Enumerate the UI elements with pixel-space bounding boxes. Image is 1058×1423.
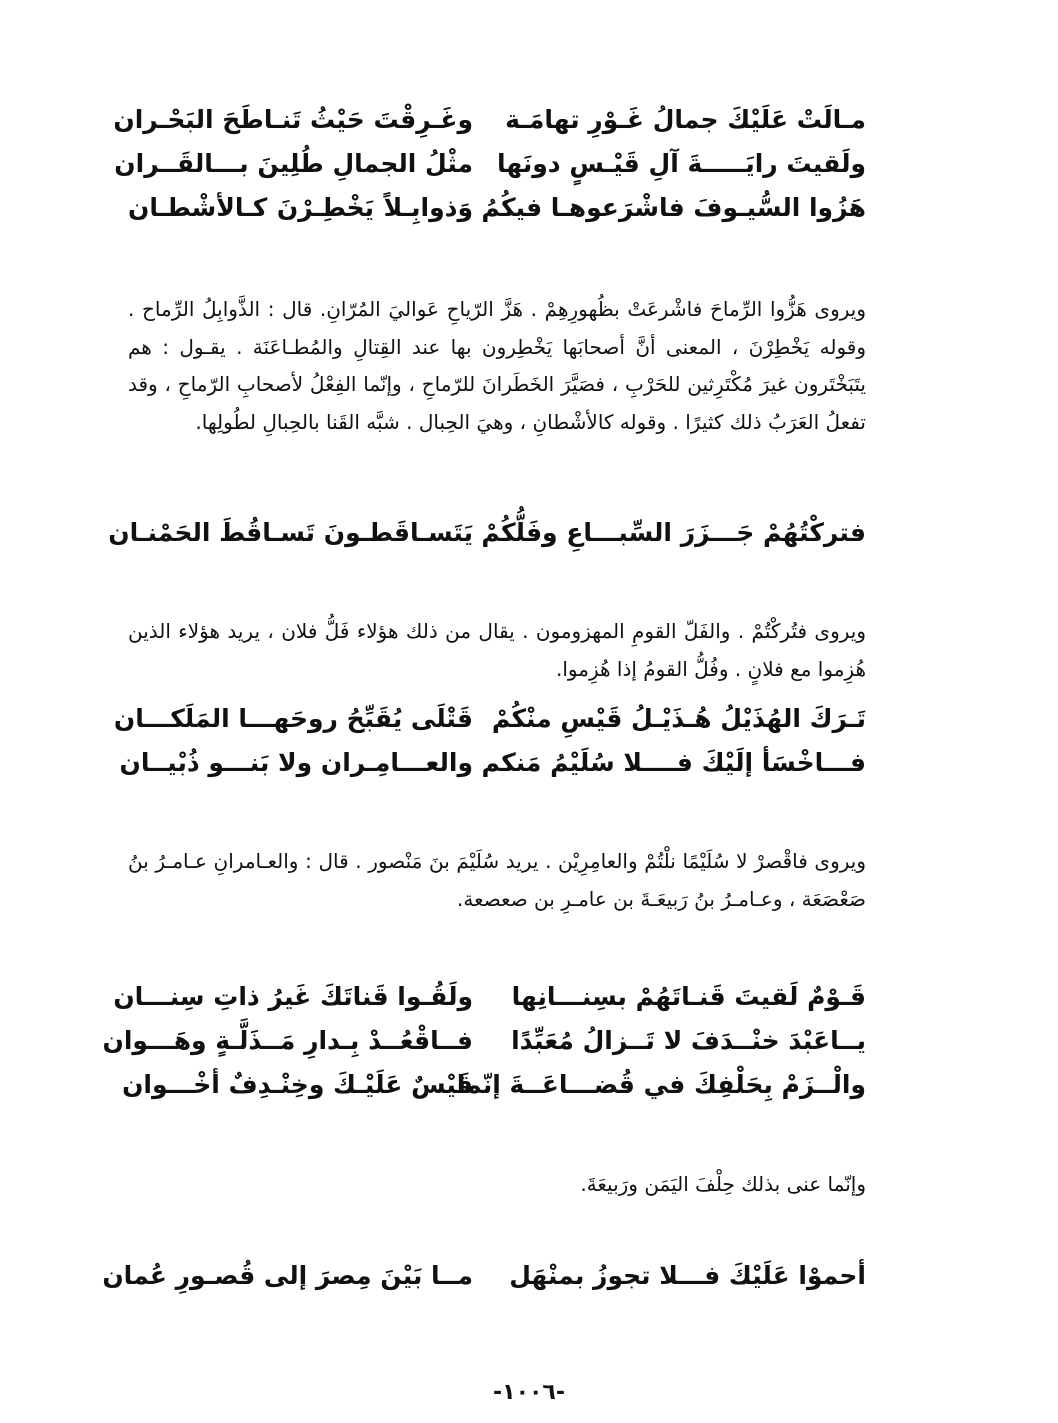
commentary-text: ويروى فتُركْتُمْ . والفَلّ القومِ المهزومون . يقال من ذلك هؤلاء فَلُّ فلان ، يريد هؤلاء الذين هُزِموا مع فلانٍ . وفُلُّ القومُ إذا هُزِموا.: [128, 619, 866, 681]
verse-second-hemistich: وَذوابِـلاً يَخْطِـرْنَ كـالأشْطـان: [128, 192, 473, 222]
verse-first-hemistich: تَـرَكَ الهُذَيْلُ هُـذَيْـلُ قَيْسِ منْكُمْ: [491, 703, 866, 733]
verse-first-hemistich: أحموْا عَلَيْكَ فـــلا تجوزُ بمنْهَل: [509, 1260, 866, 1290]
verse-line: [108, 510, 866, 554]
verse-line: [114, 141, 866, 185]
verse-group-3: [113, 696, 866, 784]
commentary-paragraph-3: [128, 843, 866, 918]
verse-first-hemistich: يــاعَبْدَ خنْــدَفَ لا تَــزالُ مُعَبِّدًا: [511, 1025, 866, 1055]
verse-first-hemistich: والْــزَمْ بِحَلْفِكَ في قُضـــاعَــةَ إنّما: [456, 1069, 866, 1099]
verse-first-hemistich: قَـوْمٌ لَقيتَ قَنـاتَهُمْ بسِنـــانِها: [511, 981, 866, 1011]
verse-line: [128, 185, 866, 229]
verse-line: [119, 740, 866, 784]
commentary-paragraph-2: [128, 613, 866, 688]
verse-second-hemistich: قَتْلَى يُقَبِّحُ روحَهـــا المَلَكـــان: [113, 703, 473, 733]
commentary-text: ويروى فاقْصرْ لا سُلَيْمًا نلْتُمْ والعامِرِيْن . يريد سُلَيْمَ بنَ مَنْصور . قال : والعـامرانِ عـامـرُ بنُ صَعْصَعَة ، وعـامـرُ بنُ رَبيعَـةَ بن عامـرِ بن صعصعة.: [128, 849, 866, 911]
page-number: -١٠٠٦-: [493, 1380, 565, 1405]
commentary-paragraph-4: [128, 1166, 866, 1204]
commentary-text: وإنّما عنى بذلك حِلْفَ اليَمَن ورَبيعَةَ.: [580, 1172, 866, 1196]
verse-line: [113, 97, 866, 141]
verse-group-5: [102, 1253, 866, 1297]
verse-line: [122, 1062, 866, 1106]
verse-first-hemistich: فـــاخْسَأ إلَيْكَ فــــلا سُلَيْمُ مَنكم: [481, 747, 866, 777]
verse-second-hemistich: يَتَسـاقَطـونَ تَسـاقُطَ الحَمْنـان: [108, 517, 473, 547]
commentary-text: ويروى هَزُّوا الرِّماحَ فاشْرعَتْ بظُهورِهِمْ . هَزَّ الرّياحِ عَواليَ المُرّانِ. قال : الذَّوابِلُ الرِّماح . وقوله يَخْطِرْنَ ، المعنى أنَّ أصحابَها يَخْطِرون بها عند القِتالِ والمُطـاعَنَة . يقـول : هم يتَبَخْتَرون غيرَ مُكْتَرِثين للحَرْبِ ، فصَيَّرَ الخَطَرانَ للرّماحِ ، وإنّما الفِعْلُ لأصحابِ الرّماحِ ، وقد تفعلُ العَرَبُ ذلك كثيرًا . وقوله كالأشْطانِ ، وهيَ الحِبال . شبَّه القَنا بالحِبالِ لطُولِها.: [128, 297, 866, 434]
verse-first-hemistich: ولَقيتَ رايَـــــةَ آلِ قَيْـسٍ دونَها: [496, 148, 866, 178]
verse-second-hemistich: وغَـرِقْتَ حَيْثُ تَنـاطَحَ البَحْـران: [113, 104, 473, 134]
verse-second-hemistich: والعـــامِـران ولا بَنـــو ذُبْيــان: [119, 747, 473, 777]
verse-group-2: [108, 510, 866, 554]
verse-second-hemistich: ولَقُـوا قَناتَكَ غَيرُ ذاتِ سِنـــان: [113, 981, 473, 1011]
verse-group-1: [113, 97, 866, 229]
verse-second-hemistich: قَيْسٌ عَلَيْـكَ وخِنْـدِفٌ أخْـــوان: [122, 1069, 473, 1099]
verse-second-hemistich: مــا بَيْنَ مِصرَ إلى قُصـورِ عُمان: [102, 1260, 473, 1290]
verse-line: [102, 1253, 866, 1297]
verse-first-hemistich: مـالَتْ عَلَيْكَ جمالُ غَـوْرِ تهامَـة: [505, 104, 866, 134]
commentary-paragraph-1: [128, 291, 866, 441]
verse-first-hemistich: فتركْتُهُمْ جَـــزَرَ السِّبـــاعِ وفَلُّكُمْ: [481, 517, 866, 547]
verse-line: [102, 1018, 866, 1062]
verse-second-hemistich: فــاقْعُــدْ بِـدارِ مَــذَلَّـةٍ وهَـــوان: [102, 1025, 473, 1055]
verse-second-hemistich: مثْلُ الجمالِ طُلِينَ بـــالقَــران: [114, 148, 473, 178]
verse-first-hemistich: هَزُوا السُّيـوفَ فاشْرَعوهـا فيكُمُ: [481, 192, 866, 222]
verse-group-4: [102, 974, 866, 1106]
verse-line: [113, 974, 866, 1018]
verse-line: [113, 696, 866, 740]
